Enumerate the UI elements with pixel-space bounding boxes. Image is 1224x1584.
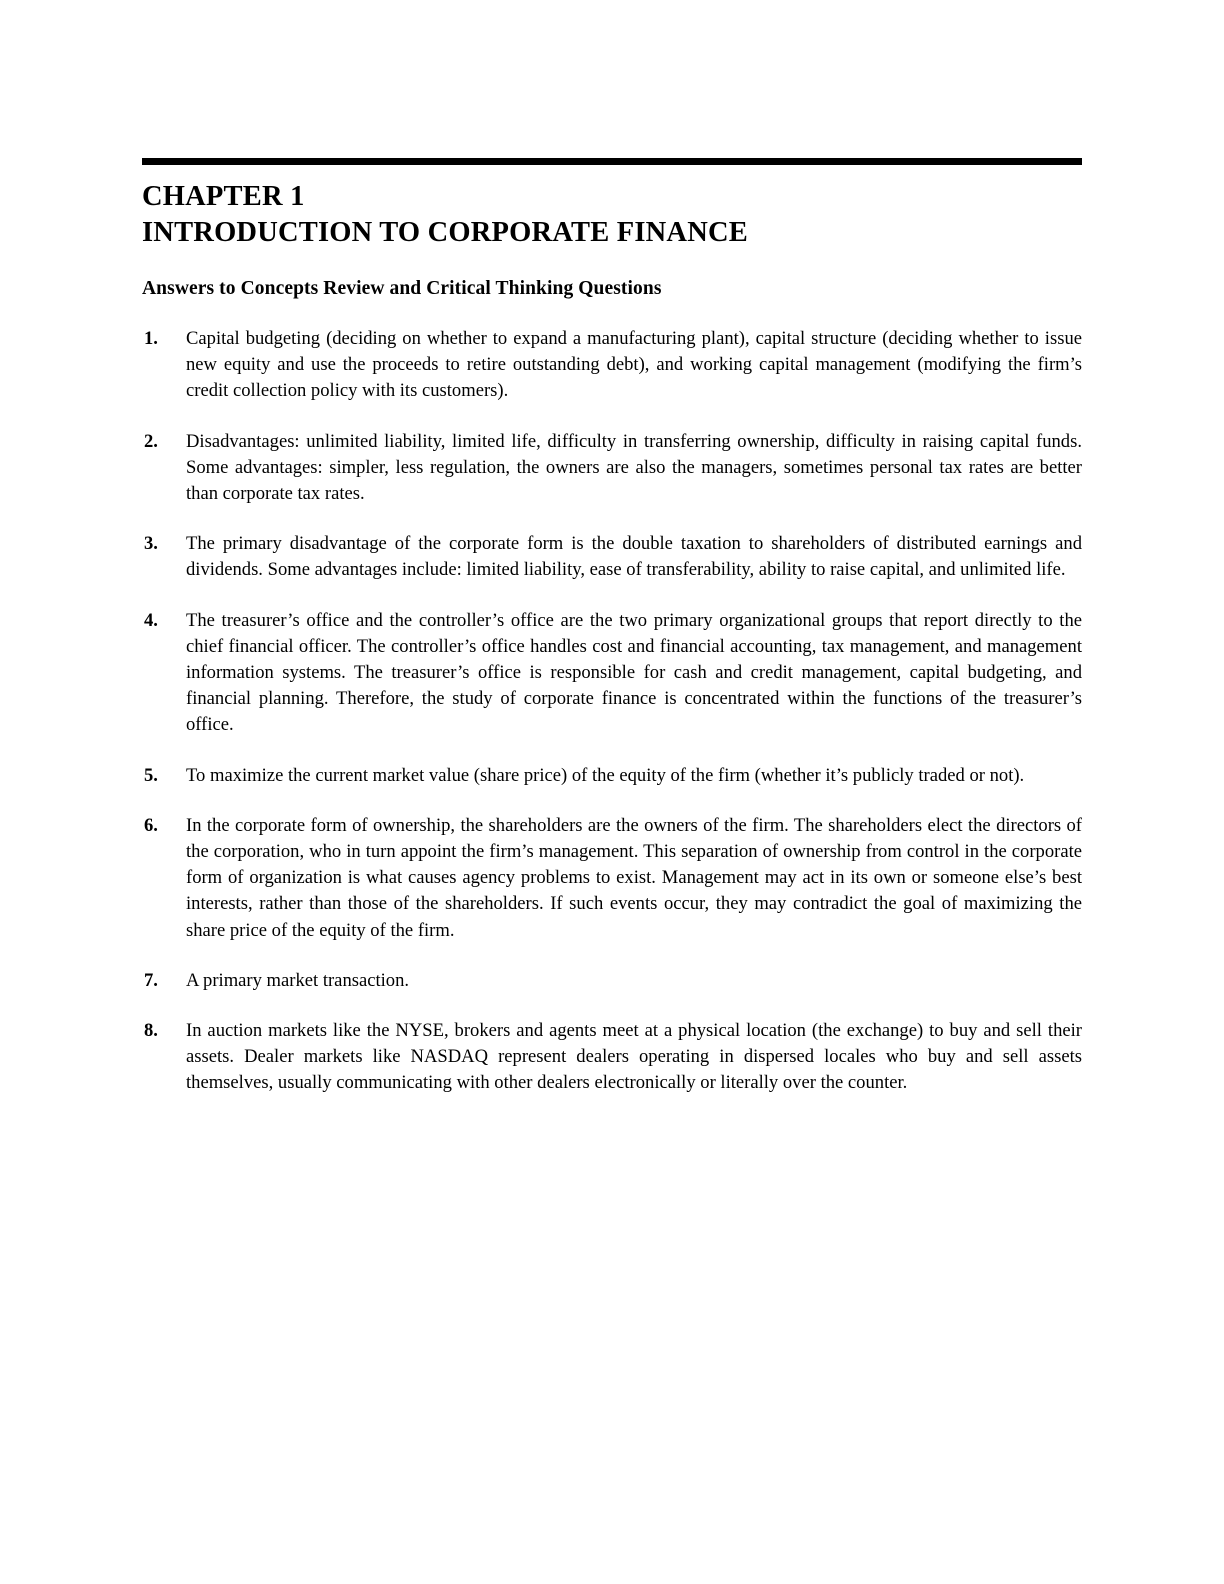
answer-text: Disadvantages: unlimited liability, limited life, difficulty in transferring ownership, difficulty in raising capital funds. Some advantages: simpler, less regulation, the owners are also the managers, sometimes personal tax rates are better than corporate tax rates.: [186, 430, 1082, 504]
section-heading: Answers to Concepts Review and Critical Thinking Questions: [142, 277, 662, 299]
answer-text: Capital budgeting (deciding on whether to expand a manufacturing plant), capital structure (deciding whether to issue new equity and use the proceeds to retire outstanding debt), and working capital management (modifying the firm’s credit collection policy with its customers).: [186, 327, 1082, 402]
answer-number: 7.: [144, 969, 158, 991]
chapter-title: INTRODUCTION TO CORPORATE FINANCE: [142, 217, 748, 249]
page-content: [142, 158, 1082, 1097]
list-item: [142, 608, 1082, 739]
page-title: [142, 179, 1082, 252]
answer-text: To maximize the current market value (share price) of the equity of the firm (whether it’s publicly traded or not).: [186, 764, 1025, 786]
list-item: [142, 763, 1082, 789]
answer-text: A primary market transaction.: [186, 969, 410, 991]
answer-number: 6.: [144, 814, 158, 836]
list-item: [142, 1018, 1082, 1097]
answer-text: The treasurer’s office and the controller’s office are the two primary organizational groups that report directly to the chief financial officer. The controller’s office handles cost and financial accounting, tax management, and management information systems. The treasurer’s office is responsible for cash and credit management, capital budgeting, and financial planning. Therefore, the study of corporate finance is concentrated within the functions of the treasurer’s office.: [186, 609, 1082, 736]
answer-number: 3.: [144, 533, 158, 555]
answer-number: 1.: [144, 327, 158, 349]
list-item: [142, 813, 1082, 944]
answer-text: In auction markets like the NYSE, brokers and agents meet at a physical location (the exchange) to buy and sell their assets. Dealer markets like NASDAQ represent dealers operating in dispersed locales who buy and sell assets themselves, usually communicating with other dealers electronically or literally over the counter.: [186, 1020, 1082, 1094]
chapter-label: CHAPTER 1: [142, 181, 305, 212]
list-item: [142, 531, 1082, 583]
list-item: [142, 326, 1082, 405]
answer-text: The primary disadvantage of the corporate form is the double taxation to shareholders of distributed earnings and dividends. Some advantages include: limited liability, ease of transferability, ability to raise capital, and unlimited life.: [186, 533, 1082, 581]
answer-number: 8.: [144, 1020, 158, 1041]
answer-text: In the corporate form of ownership, the shareholders are the owners of the firm. The shareholders elect the directors of the corporation, who in turn appoint the firm’s management. This separation of ownership from control in the corporate form of organization is what causes agency problems to exist. Management may act in its own or someone else’s best interests, rather than those of the shareholders. If such events occur, they may contradict the goal of maximizing the share price of the equity of the firm.: [186, 814, 1082, 941]
answers-list: [142, 326, 1082, 1097]
header-rule: [142, 158, 1082, 165]
answer-number: 2.: [144, 430, 158, 452]
list-item: [142, 968, 1082, 994]
answer-number: 5.: [144, 764, 158, 786]
list-item: [142, 429, 1082, 508]
answer-number: 4.: [144, 609, 158, 631]
